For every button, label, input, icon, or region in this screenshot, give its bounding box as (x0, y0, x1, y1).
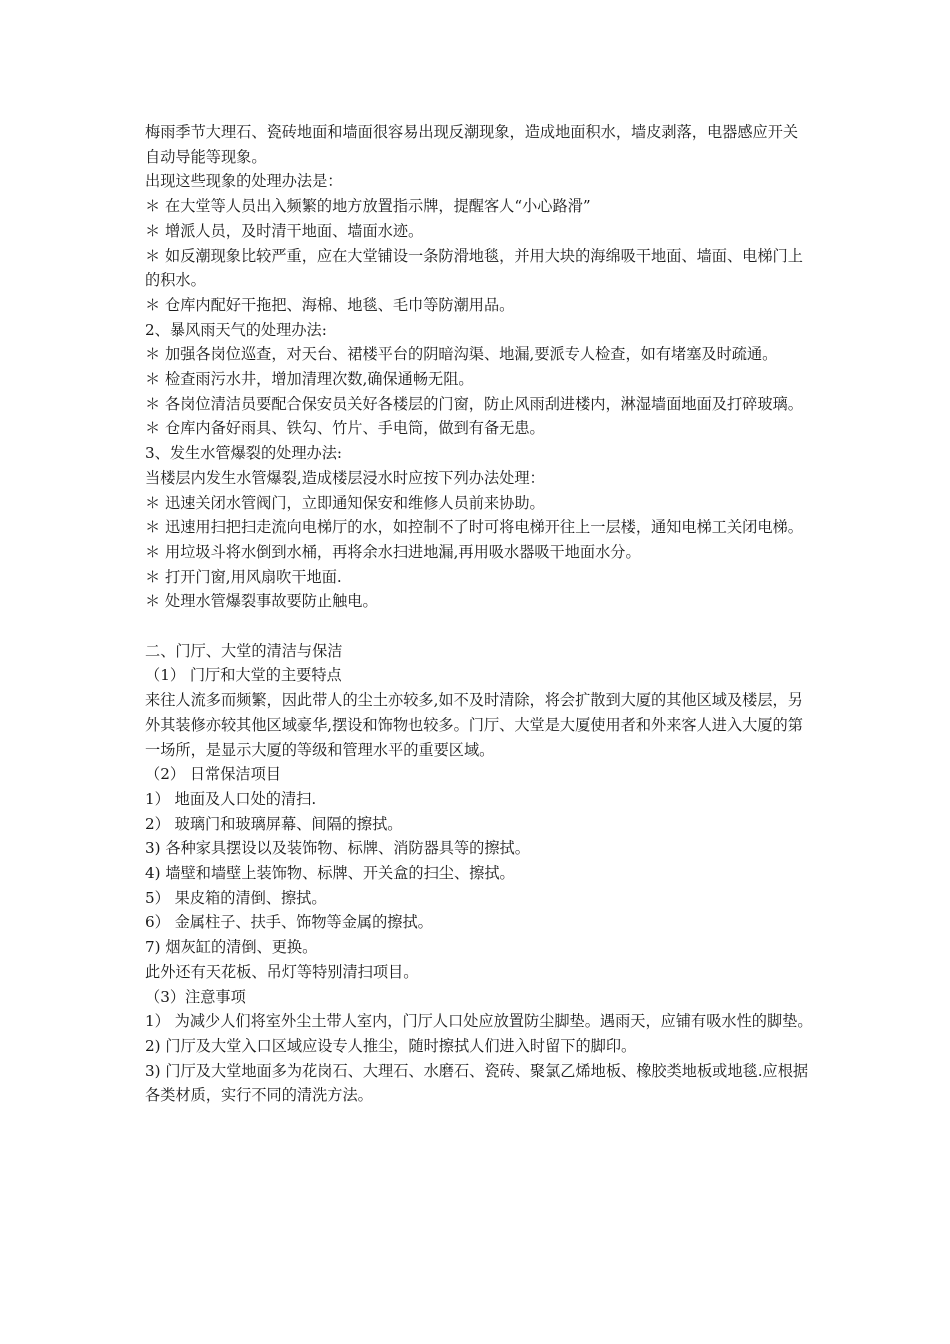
paragraph: 出现这些现象的处理办法是： (145, 172, 343, 191)
paragraph: 3) 门厅及大堂地面多为花岗石、大理石、水磨石、瓷砖、聚氯乙烯地板、橡胶类地板或地毯.应根据各类材质，实行不同的清洗方法。 (145, 1061, 809, 1105)
paragraph: 3) 各种家具摆设以及装饰物、标牌、消防器具等的擦拭。 (145, 839, 530, 858)
paragraph: （2） 日常保洁项目 (145, 765, 281, 784)
paragraph: ＊ 仓库内备好雨具、铁勾、竹片、手电筒，做到有备无患。 (145, 419, 545, 438)
paragraph: 2、暴风雨天气的处理办法: (145, 320, 327, 339)
paragraph: 6） 金属柱子、扶手、饰物等金属的擦拭。 (145, 913, 433, 932)
paragraph: ＊ 加强各岗位巡查，对天台、裙楼平台的阴暗沟渠、地漏,要派专人检查，如有堵塞及时疏通。 (145, 345, 778, 364)
paragraph: ＊ 检查雨污水井，增加清理次数,确保通畅无阻。 (145, 370, 474, 389)
blank-line (145, 614, 813, 639)
paragraph: 2) 门厅及大堂入口区域应设专人推尘，随时擦拭人们进入时留下的脚印。 (145, 1037, 637, 1055)
document-body (145, 120, 813, 1108)
paragraph: （3）注意事项 (145, 987, 246, 1006)
paragraph: 梅雨季节大理石、瓷砖地面和墙面很容易出现反潮现象，造成地面积水，墙皮剥落，电器感应开关自动导能等现象。 (145, 123, 799, 166)
paragraph: ＊ 迅速用扫把扫走流向电梯厅的水，如控制不了时可将电梯开往上一层楼，通知电梯工关闭电梯。 (145, 518, 803, 537)
paragraph: ＊ 打开门窗,用风扇吹干地面. (145, 567, 342, 586)
paragraph: 1） 地面及人口处的清扫. (145, 789, 317, 808)
paragraph: 此外还有天花板、吊灯等特别清扫项目。 (145, 962, 419, 981)
paragraph: ＊ 迅速关闭水管阀门，立即通知保安和维修人员前来协助。 (145, 493, 545, 512)
paragraph: ＊ 用垃圾斗将水倒到水桶，再将余水扫进地漏,再用吸水器吸干地面水分。 (145, 542, 641, 561)
paragraph: 3、发生水管爆裂的处理办法: (145, 444, 343, 463)
paragraph: ＊ 如反潮现象比较严重，应在大堂铺设一条防滑地毯，并用大块的海绵吸干地面、墙面、电梯门上的积水。 (145, 246, 803, 290)
paragraph: 来往人流多而频繁，因此带人的尘土亦较多,如不及时清除，将会扩散到大厦的其他区域及楼层，另外其装修亦较其他区域豪华,摆设和饰物也较多。门厅、大堂是大厦使用者和外来客人进入大厦的第一场所，是显示大厦的等级和管理水平的重要区域。 (145, 691, 803, 759)
paragraph: ＊ 仓库内配好干拖把、海棉、地毯、毛巾等防潮用品。 (145, 295, 515, 314)
paragraph: 4) 墙壁和墙壁上装饰物、标牌、开关盒的扫尘、擦拭。 (145, 864, 515, 883)
paragraph: 7) 烟灰缸的清倒、更换。 (145, 938, 318, 957)
paragraph: （1） 门厅和大堂的主要特点 (145, 666, 342, 685)
paragraph: 1） 为减少人们将室外尘土带人室内，门厅人口处应放置防尘脚垫。遇雨天，应铺有吸水性的脚垫。 (145, 1012, 813, 1031)
paragraph: 2） 玻璃门和玻璃屏幕、间隔的擦拭。 (145, 814, 403, 833)
paragraph: 5） 果皮箱的清倒、擦拭。 (145, 888, 327, 907)
paragraph: 当楼层内发生水管爆裂,造成楼层浸水时应按下列办法处理： (145, 468, 545, 487)
paragraph: 二、门厅、大堂的清洁与保洁 (145, 641, 343, 660)
paragraph: ＊ 在大堂等人员出入频繁的地方放置指示牌，提醒客人“小心路滑” (145, 197, 591, 216)
paragraph: ＊ 各岗位清洁员要配合保安员关好各楼层的门窗，防止风雨刮进楼内，淋湿墙面地面及打碎玻璃。 (145, 394, 803, 413)
paragraph: ＊ 处理水管爆裂事故要防止触电。 (145, 592, 378, 611)
paragraph: ＊ 增派人员，及时清干地面、墙面水迹。 (145, 221, 424, 240)
